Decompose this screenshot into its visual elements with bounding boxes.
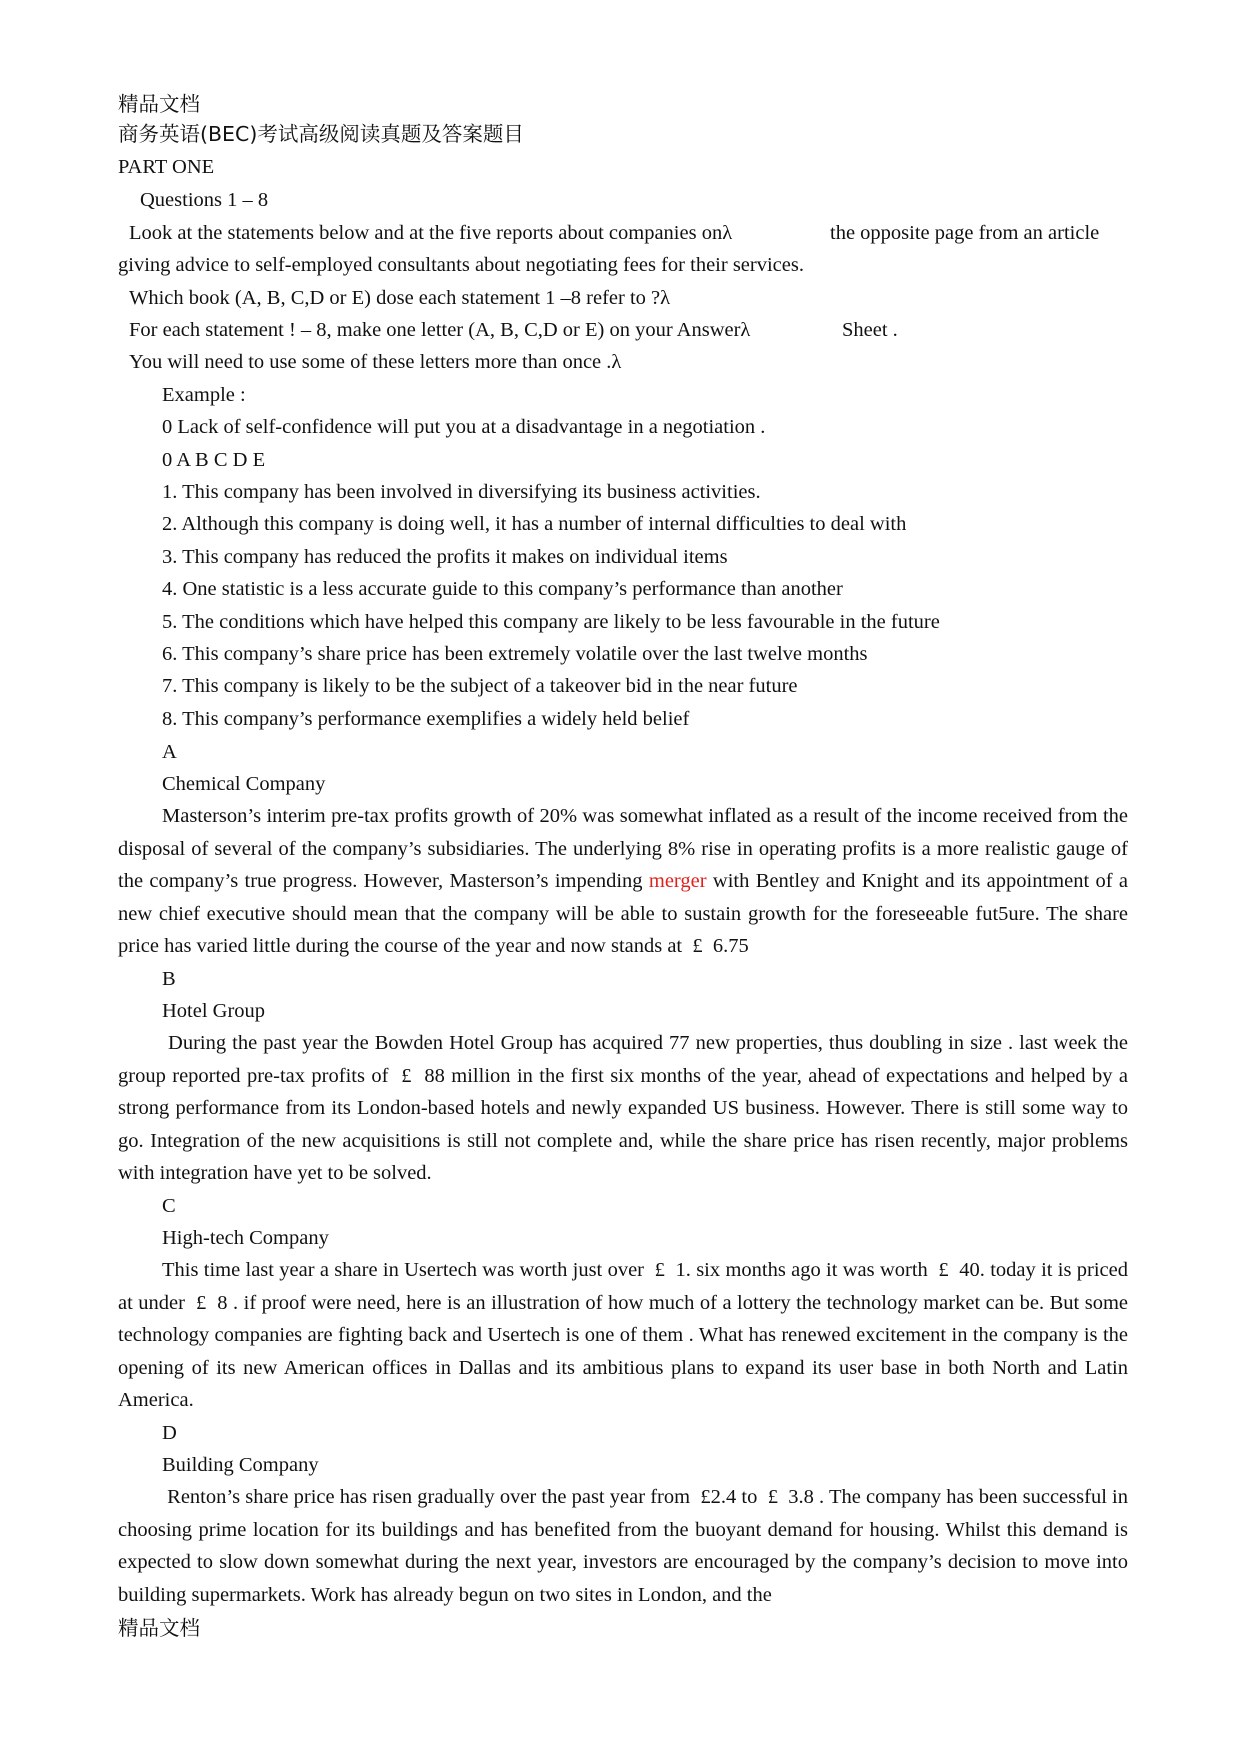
instruction-line-1a: Look at the statements below and at the five reports about companies onλ	[129, 222, 733, 244]
instruction-line-4a: For each statement ! – 8, make one letter (A, B, C,D or E) on your Answerλ	[129, 319, 751, 341]
section-b-text: During the past year the Bowden Hotel Group has acquired 77 new properties, thus doubling in size . last week the group reported pre-tax profits of £ 88 million in the first six months of the year, ahead of expectations and helped by a strong performance from its London-based hotels and newly expanded US business. However. There is still some way to go. Integration of the new acquisitions is still not complete and, while the share price has risen recently, major problems with integration have yet to be solved.	[118, 1032, 1128, 1185]
section-d-name: Building Company	[162, 1454, 319, 1476]
section-b-name: Hotel Group	[162, 1000, 266, 1022]
instruction-line-1b: the opposite page from an article	[830, 222, 1100, 244]
header-watermark: 精品文档	[118, 92, 200, 116]
footer-watermark: 精品文档	[118, 1616, 200, 1640]
statement-8: 8. This company’s performance exemplifies a widely held belief	[162, 708, 690, 730]
section-d-text: Renton’s share price has risen gradually over the past year from £2.4 to £ 3.8 . The company has been successful in choosing prime location for its buildings and has benefited from the buoyant demand for housing. Whilst this demand is expected to slow down somewhat during the next year, investors are encouraged by the company’s decision to move into building supermarkets. Work has already begun on two sites in London, and the	[118, 1486, 1128, 1606]
section-a-name: Chemical Company	[162, 773, 326, 795]
example-label: Example :	[162, 384, 246, 406]
section-b-letter: B	[162, 968, 176, 990]
section-a-text-after: with Bentley and Knight and its appointment of a new chief executive should mean that the company will be able to sustain growth for the foreseeable fut5ure. The share price has varied little during the course of the year and now stands at £ 6.75	[118, 870, 1128, 958]
section-c-letter: C	[162, 1195, 176, 1217]
instruction-line-2: giving advice to self-employed consultants about negotiating fees for their services.	[118, 254, 804, 276]
example-statement: 0 Lack of self-confidence will put you at a disadvantage in a negotiation .	[162, 416, 766, 438]
part-heading: PART ONE	[118, 156, 215, 178]
highlighted-word: merger	[648, 870, 707, 893]
statement-4: 4. One statistic is a less accurate guide to this company’s performance than another	[162, 578, 843, 600]
statement-1: 1. This company has been involved in diversifying its business activities.	[162, 481, 761, 503]
statement-2: 2. Although this company is doing well, it has a number of internal difficulties to deal with	[162, 513, 907, 535]
instruction-line-3: Which book (A, B, C,D or E) dose each statement 1 –8 refer to ?λ	[129, 287, 671, 309]
instruction-line-4b: Sheet .	[842, 319, 898, 341]
section-c-text: This time last year a share in Usertech was worth just over £ 1. six months ago it was worth £ 40. today it is priced at under £ 8 . if proof were need, here is an illustration of how much of a lottery the technology market can be. But some technology companies are fighting back and Usertech is one of them . What has renewed excitement in the company is the opening of its new American offices in Dallas and its ambitious plans to expand its user base in both North and Latin America.	[118, 1259, 1128, 1412]
example-options: 0 A B C D E	[162, 449, 266, 471]
statement-6: 6. This company’s share price has been extremely volatile over the last twelve months	[162, 643, 868, 665]
questions-range: Questions 1 – 8	[140, 189, 269, 211]
section-a-text-before: Masterson’s interim pre-tax profits growth of 20% was somewhat inflated as a result of the income received from the disposal of several of the company’s subsidiaries. The underlying 8% rise in operating profits is a more realistic gauge of the company’s true progress. However, Masterson’s impending	[118, 805, 1128, 893]
statement-3: 3. This company has reduced the profits it makes on individual items	[162, 546, 728, 568]
section-d-letter: D	[162, 1422, 177, 1444]
instruction-line-5: You will need to use some of these letters more than once .λ	[129, 351, 622, 373]
section-a-letter: A	[162, 741, 177, 763]
document-title: 商务英语(BEC)考试高级阅读真题及答案题目	[118, 122, 524, 146]
statement-7: 7. This company is likely to be the subject of a takeover bid in the near future	[162, 675, 798, 697]
section-a-text	[118, 800, 1128, 963]
statement-5: 5. The conditions which have helped this company are likely to be less favourable in the future	[162, 611, 940, 633]
section-c-name: High-tech Company	[162, 1227, 329, 1249]
